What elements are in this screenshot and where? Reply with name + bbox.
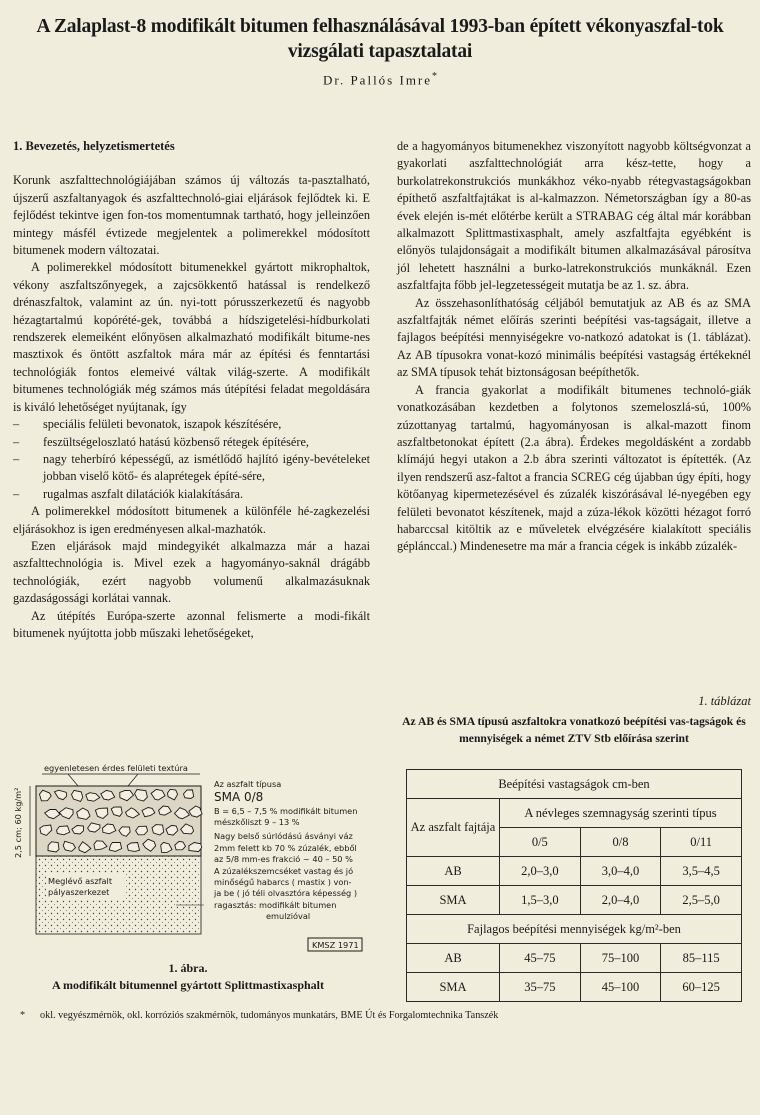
figure-note: mészkőliszt 9 – 13 % [214, 817, 300, 827]
table-caption: Az AB és SMA típusú aszfaltokra vonatkozó beépítési vas-tagságok és mennyiségek a német ZTV Stb előírása szerint [402, 715, 746, 745]
figure-label: 1. ábra. [168, 961, 208, 975]
figure-note: ragasztás: modifikált bitumen [214, 900, 337, 910]
paragraph: Korunk aszfalttechnológiájában számos új változás ta-pasztalható, újszerű aszfaltanyagok és aszfalttechnoló-giai eljárások fejlődtek ki. E fejlődést tekintve igen fon-tos momentumnak tartható, hogy jelleinzően mintegy másfél évtizede megjelentek a polimerekkel módosított bitumenek modern változatai. [13, 173, 370, 258]
paragraph: A francia gyakorlat a modifikált bitumenes technoló-giák vonatkozásában kezdetben a folytonos szemeloszlá-sú, 100% zúzottanyag tartalmú, hagyományosan is alkal-mazott finom aszfaltbetonokat épített (2.a ábra). Érdekes megoldásként a zordabb klímájú hegyi utakon a 2.b ábra szerinti változatot is építették. (Az ilyen rendszerű asz-faltot a francia SCREG cég újabban úgy építi, hogy kötőanyag kipermetezésével és zúzalék kiszórásával lé-nyegében egy felületi bevonatot készítenek, majd a zúza-lékok közötti hézagot forró habarccsal kitöltik az e műveletek elvégzésére kialakított speciális géplánccal.) Mindenesetre ma már a francia cégek is inkább zúzalék- [397, 382, 751, 554]
figure-1 [8, 762, 368, 987]
figure-note: A zúzalékszemcséket vastag és jó [214, 866, 354, 876]
paragraph: Ezen eljárások majd mindegyikét alkalmazza már a hazai aszfalttechnológia is. Mivel ezek a hagyományo-saknál drágább technológiák, ezért nagyobb volumenű alkalmazásuknak gazdaságossági korlátai vannak. [13, 538, 370, 606]
table-cell: 2,5–5,0 [661, 886, 742, 915]
aggregate-stone [136, 826, 148, 835]
list-item: – rugalmas aszfalt dilatációk kialakítására. [13, 486, 370, 503]
existing-pavement [36, 856, 201, 934]
left-column [13, 138, 370, 642]
figure-note: Nagy belső súrlódású ásványi váz [214, 831, 353, 841]
table-cell: 35–75 [500, 973, 581, 1002]
table-cell: 1,5–3,0 [500, 886, 581, 915]
existing-label-2: pályaszerkezet [48, 887, 110, 897]
table-cell: 3,5–4,5 [661, 857, 742, 886]
footnote-mark: * [20, 1010, 26, 1021]
figure-note: minőségű habarcs ( mastix ) von- [214, 877, 352, 887]
figure-note: emulzióval [266, 911, 311, 921]
paragraph: A polimerekkel módosított bitumenek a különféle hé-zagkezelési eljárásokhoz is igen eredményesen alkal-mazhatók. [13, 504, 370, 536]
article-title: A Zalaplast-8 modifikált bitumen felhasználásával 1993-ban épített vékonyaszfal-tok vizsgálati tapasztalatai [36, 16, 724, 62]
figure-caption [8, 960, 368, 994]
figure-note: B = 6,5 – 7,5 % modifikált bitumen [214, 806, 358, 816]
table-cell: 45–100 [580, 973, 661, 1002]
figure-side-label: 2,5 cm; 60 kg/m² [13, 787, 23, 858]
bullet-list [13, 416, 370, 503]
table-col-header: 0/8 [580, 828, 661, 857]
paragraph: Az összehasonlíthatóság céljából bemutatjuk az AB és az SMA aszfaltfajták német előírás szerinti beépítési vas-tagságait, illetve a fajlagos beépítési mennyiségekre vo-natkozó adatokat is (1. táblázat). Az AB típusokra vonat-kozó minimális beépítési vastagság értékeknél az SMA típusok tehát biztonságosan beépíthetők. [397, 295, 751, 380]
footnote [20, 1010, 740, 1021]
table-row [407, 857, 742, 886]
figure-note: 2mm felett kb 70 % zúzalék, ebből [214, 843, 357, 853]
figure-top-note: egyenletesen érdes felületi textúra [44, 763, 188, 773]
figure-caption-text: A modifikált bitumennel gyártott Splittmastixasphalt [51, 978, 324, 992]
right-column [397, 138, 751, 556]
table-cell: 2,0–4,0 [580, 886, 661, 915]
table-col-header: 0/5 [500, 828, 581, 857]
aggregate-stone [57, 826, 70, 835]
figure-note: SMA 0/8 [214, 790, 264, 804]
list-item: – speciális felületi bevonatok, iszapok készítésére, [13, 416, 370, 433]
table-cell: 85–115 [661, 944, 742, 973]
list-item: – feszültségeloszlató hatású közbenső rétegek építésére, [13, 434, 370, 451]
author-line [0, 71, 760, 88]
list-item: – nagy teherbíró képességű, az ismétlődő hajlító igény-bevételeket jobban viselő kötő- és alaprétegek építé-sére, [13, 451, 370, 486]
figure-note: az 5/8 mm-es frakció ~ 40 – 50 % [214, 854, 353, 864]
table-cell: 60–125 [661, 973, 742, 1002]
aggregate-stone [152, 825, 164, 835]
table-cell: SMA [407, 973, 500, 1002]
author-footnote-mark: * [432, 71, 438, 82]
aggregate-stone [127, 843, 139, 852]
table-header-thickness: Beépítési vastagságok cm-ben [407, 770, 742, 799]
table-cell: 75–100 [580, 944, 661, 973]
table-row [407, 944, 742, 973]
paragraph: A polimerekkel módosított bitumenekkel gyártott mikrophaltok, vékony aszfaltszőnyegek, a zajcsökkentő hatással is rendelkező drénaszfaltok, valamint az ún. nyi-tott pórusszerkezetű és nagyobb hézagtartalmú kopórété-gek, továbbá a hídszigetelési-hídburkolati rendszerek elemeiként előnyösen alkalmazható modifikált bitume-nes masztixok és öntött aszfaltok mára már az építési és fenntartási technológiák fontos elemeivé váltak világ-szerte. A modifikált bitumenes technológiák még számos más útépítési feladat megoldására is kiváló lehetőséget nyújtanak, így [13, 260, 370, 414]
table-cell: 2,0–3,0 [500, 857, 581, 886]
table-row [407, 886, 742, 915]
figure-note: Az aszfalt típusa [214, 779, 282, 789]
section-heading: 1. Bevezetés, helyzetismertetés [13, 139, 175, 153]
aggregate-stone [48, 842, 59, 852]
table-cell: AB [407, 944, 500, 973]
footnote-text: okl. vegyészmérnök, okl. korróziós szakmérnök, tudományos munkatárs, BME Út és Forgalomtechnika Tanszék [40, 1010, 499, 1021]
table-cell: 45–75 [500, 944, 581, 973]
data-table [406, 769, 742, 1002]
table-cell: 3,0–4,0 [580, 857, 661, 886]
figure-1-drawing [8, 762, 368, 962]
table-row [407, 973, 742, 1002]
existing-label-1: Meglévő aszfalt [48, 876, 113, 886]
table-header-quantity: Fajlagos beépítési mennyiségek kg/m²-ben [407, 915, 742, 944]
table-cell: SMA [407, 886, 500, 915]
table-header-nominal: A névleges szemnagyság szerinti típus [500, 799, 742, 828]
table-cell: AB [407, 857, 500, 886]
figure-stamp: KMSZ 1971 [312, 940, 359, 950]
paragraph: Az útépítés Európa-szerte azonnal felismerte a modi-fikált bitumenek nyújtotta jobb műszaki lehetőségeket, [13, 608, 370, 640]
paragraph: de a hagyományos bitumenekhez viszonyított nagyobb költségvonzat a gyakorlati aszfalttechnológiát arra kész-tette, hogy a burkolatrekonstrukciós munkákhoz véko-nyabb rétegvastagságokban építhető aszfaltfajtákat is al-kalmazzon. Németországban így a 80-as évek elején is-mét előtérbe került a STRABAG cég által már korábban alkalmazott Splittmastixasphalt, amely aszfaltfajta egyébként is előnyös tulajdonságait a modifikált bitumen alkalmazásával párosítva jól lehetett használni a burko-latrekonstrukciós munkáknál. Ezen aszfaltfajta főbb jel-legzetességeit mutatja be az 1. sz. ábra. [397, 139, 751, 293]
table-header-type: Az aszfalt fajtája [407, 799, 500, 857]
aggregate-layer [36, 786, 202, 856]
table-label: 1. táblázat [698, 694, 751, 708]
author-name: Dr. Pallós Imre [322, 72, 433, 88]
figure-note: ja be ( jó téli olvasztóra képesség ) [214, 888, 358, 898]
table-col-header: 0/11 [661, 828, 742, 857]
